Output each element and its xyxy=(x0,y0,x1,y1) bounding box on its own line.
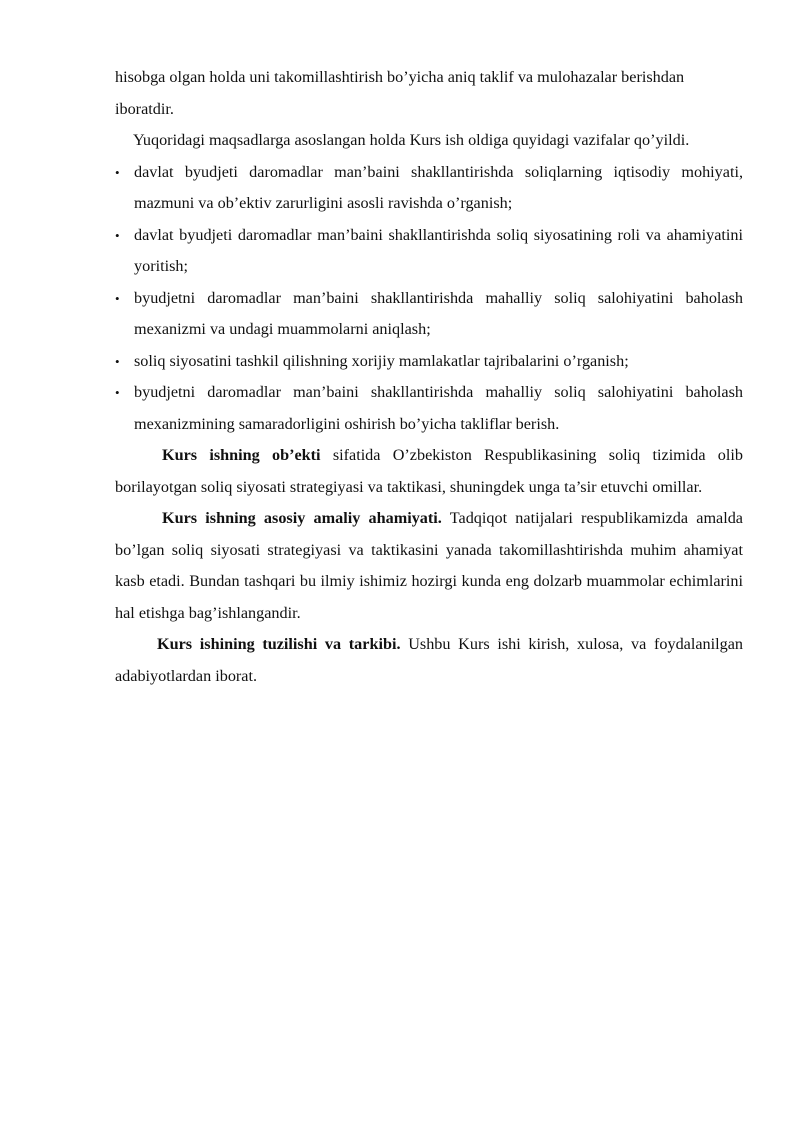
significance-heading: Kurs ishning asosiy amaliy ahamiyati. xyxy=(162,509,442,527)
list-item xyxy=(115,157,743,220)
object-text: sifatida O’zbekiston Respublikasining soliq tizimida olib borilayotgan soliq siyosati strategiyasi va taktikasi, shuningdek unga ta’sir etuvchi omillar. xyxy=(115,446,743,496)
significance-text: Tadqiqot natijalari respublikamizda amalda bo’lgan soliq siyosati strategiyasi va taktikasini yanada takomillashtirishda muhim ahamiyat kasb etadi. Bundan tashqari bu ilmiy ishimiz hozirgi kunda eng dolzarb muammolar echimlarini hal etishga bag’ishlangandir. xyxy=(115,509,743,622)
bullet-icon: • xyxy=(115,164,120,180)
intro-paragraph: hisobga olgan holda uni takomillashtirish bo’yicha aniq taklif va mulohazalar berishdan iboratdir. xyxy=(115,68,685,118)
list-item xyxy=(115,377,743,440)
object-heading: Kurs ishning ob’ekti xyxy=(162,446,321,464)
structure-paragraph xyxy=(115,629,743,692)
tasks-intro-paragraph: Yuqoridagi maqsadlarga asoslangan holda Kurs ish oldiga quyidagi vazifalar qo’yildi. xyxy=(133,131,690,149)
bullet-icon: • xyxy=(115,385,120,400)
list-item xyxy=(115,346,743,378)
list-item-text: byudjetni daromadlar man’baini shakllantirishda mahalliy soliq salohiyatini baholash mexanizmining samaradorligini oshirish bo’yicha takliflar berish. xyxy=(134,383,743,433)
bullet-icon: • xyxy=(115,227,120,243)
tasks-list xyxy=(115,157,743,441)
list-item xyxy=(115,283,743,346)
structure-text: Ushbu Kurs ishi kirish, xulosa, va foydalanilgan adabiyotlardan iborat. xyxy=(115,635,743,685)
list-item-text: davlat byudjeti daromadlar man’baini shakllantirishda soliq siyosatining roli va ahamiyatini yoritish; xyxy=(134,225,743,275)
list-item-text: soliq siyosatini tashkil qilishning xorijiy mamlakatlar tajribalarini o’rganish; xyxy=(134,351,629,370)
list-item-text: byudjetni daromadlar man’baini shakllantirishda mahalliy soliq salohiyatini baholash mexanizmi va undagi muammolarni aniqlash; xyxy=(134,288,743,338)
bullet-icon: • xyxy=(115,290,120,306)
significance-paragraph xyxy=(115,503,743,629)
structure-heading: Kurs ishining tuzilishi va tarkibi. xyxy=(157,635,401,653)
object-paragraph xyxy=(115,440,743,503)
list-item-text: davlat byudjeti daromadlar man’baini shakllantirishda soliqlarning iqtisodiy mohiyati, mazmuni va ob’ektiv zarurligini asosli ravishda o’rganish; xyxy=(134,162,743,212)
bullet-icon: • xyxy=(115,353,120,369)
document-page xyxy=(115,62,743,692)
list-item xyxy=(115,220,743,283)
